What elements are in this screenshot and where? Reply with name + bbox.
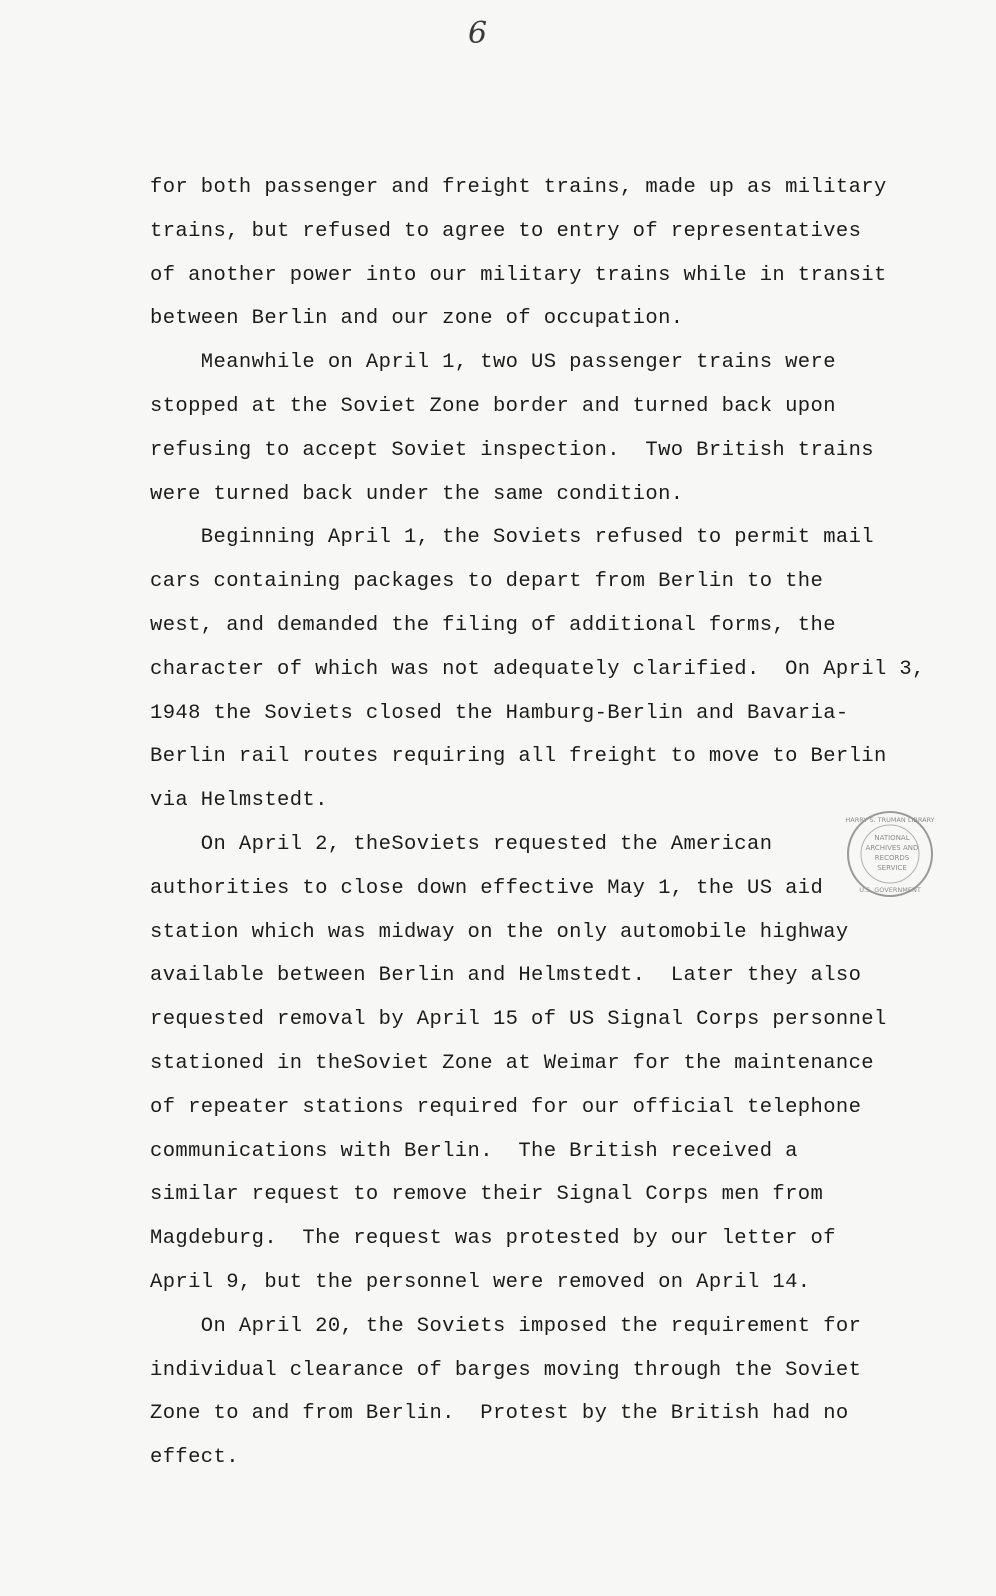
text-line: were turned back under the same condition. [150, 482, 684, 506]
text-line: requested removal by April 15 of US Signal Corps personnel [150, 1008, 887, 1032]
svg-text:HARRY S. TRUMAN LIBRARY: HARRY S. TRUMAN LIBRARY [845, 816, 935, 824]
text-line: April 9, but the personnel were removed on April 14. [150, 1270, 811, 1294]
text-line: 1948 the Soviets closed the Hamburg-Berlin and Bavaria- [150, 701, 849, 725]
text-line: Meanwhile on April 1, two US passenger trains were [150, 351, 836, 375]
text-line: character of which was not adequately clarified. On April 3, [150, 657, 925, 681]
text-line: stopped at the Soviet Zone border and turned back upon [150, 394, 836, 418]
text-line: west, and demanded the filing of additional forms, the [150, 613, 836, 637]
text-line: refusing to accept Soviet inspection. Two British trains [150, 438, 875, 462]
text-line: communications with Berlin. The British received a [150, 1139, 798, 1163]
page-number: 6 [468, 16, 488, 51]
text-line: between Berlin and our zone of occupation. [150, 307, 684, 331]
text-line: On April 20, the Soviets imposed the requirement for [150, 1314, 862, 1338]
text-line: individual clearance of barges moving through the Soviet [150, 1358, 862, 1382]
text-line: effect. [150, 1446, 239, 1470]
text-line: for both passenger and freight trains, made up as military [150, 176, 887, 199]
text-line: stationed in theSoviet Zone at Weimar for the maintenance [150, 1051, 875, 1075]
text-line: authorities to close down effective May 1, the US aid [150, 876, 824, 900]
text-line: Magdeburg. The request was protested by our letter of [150, 1227, 836, 1251]
text-line: station which was midway on the only automobile highway [150, 920, 849, 944]
text-line: of another power into our military trains while in transit [150, 263, 887, 287]
archive-stamp [840, 808, 940, 900]
text-line: Zone to and from Berlin. Protest by the British had no [150, 1402, 849, 1426]
text-line: via Helmstedt. [150, 789, 328, 813]
text-line: On April 2, theSoviets requested the American [150, 832, 773, 856]
text-line: cars containing packages to depart from Berlin to the [150, 570, 824, 594]
text-line: Beginning April 1, the Soviets refused to permit mail [150, 526, 875, 550]
svg-text:SERVICE: SERVICE [877, 864, 907, 872]
svg-text:NATIONAL: NATIONAL [874, 834, 910, 842]
text-line: Berlin rail routes requiring all freight to move to Berlin [150, 745, 887, 769]
text-line: of repeater stations required for our official telephone [150, 1095, 862, 1119]
svg-text:ARCHIVES AND: ARCHIVES AND [865, 844, 919, 852]
typed-text-body [150, 166, 940, 1480]
text-line: similar request to remove their Signal Corps men from [150, 1183, 824, 1207]
svg-text:U.S. GOVERNMENT: U.S. GOVERNMENT [859, 886, 921, 894]
text-line: trains, but refused to agree to entry of representatives [150, 219, 862, 243]
svg-text:RECORDS: RECORDS [874, 854, 910, 862]
text-line: available between Berlin and Helmstedt. Later they also [150, 964, 862, 988]
